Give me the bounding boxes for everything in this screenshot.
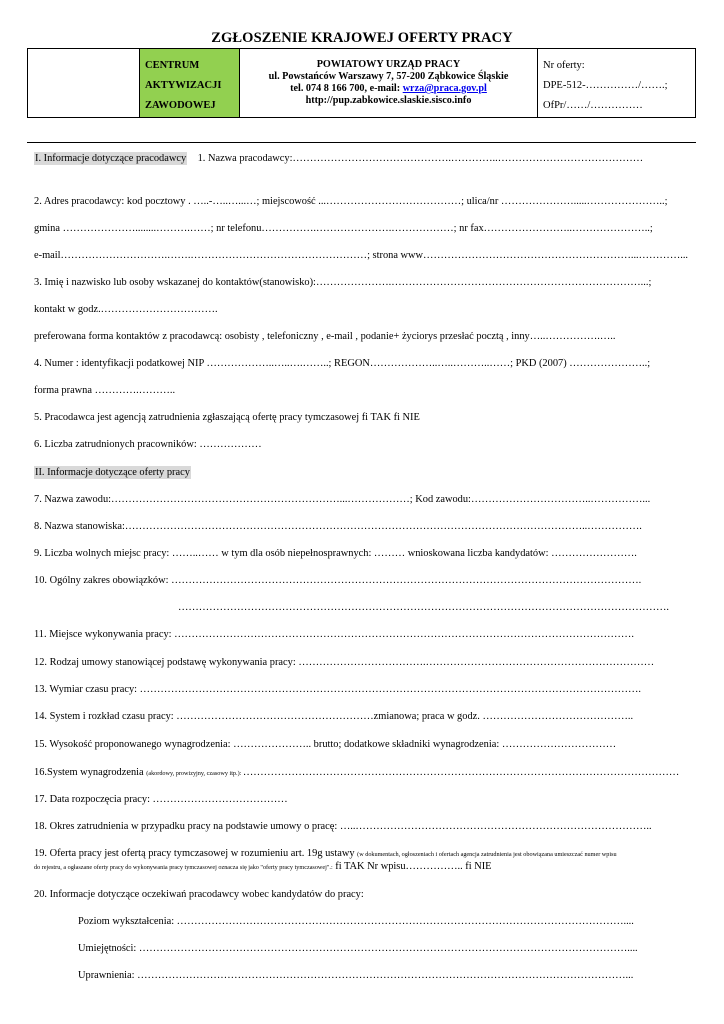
temp-agency-row[interactable]: 5. Pracodawca jest agencją zatrudnienia zgłaszającą ofertę pracy tymczasowej fi TAK fi NIE <box>34 412 420 423</box>
center-line: CENTRUM <box>145 60 200 71</box>
working-time-row[interactable]: 13. Wymiar czasu pracy: ………………………………………………………………………………………………………………………………. <box>34 684 641 695</box>
section-1-heading: I. Informacje dotyczące pracodawcy <box>35 153 187 164</box>
occupation-row[interactable]: 7. Nazwa zawodu:…………………………………………………………...………………; Kod zawodu:……………………………..……………... <box>34 494 651 505</box>
divider <box>27 142 696 143</box>
schedule-row[interactable]: 14. System i rozkład czasu pracy: …………………………………………………zmianowa; praca w godz. …………………………………….. <box>34 711 634 722</box>
employer-name-field[interactable]: 1. Nazwa pracodawcy:……………………………………….…………..…………………………………… <box>197 153 644 164</box>
office-contact: tel. 074 8 166 700, e-mail: wrza@praca.gov.pl <box>290 83 487 94</box>
employer-name-row <box>34 152 694 166</box>
section-2-row <box>34 466 694 480</box>
office-name: POWIATOWY URZĄD PRACY <box>316 59 461 70</box>
offer-line: OfPr/……/…………… <box>543 100 643 111</box>
section-2-heading: II. Informacje dotyczące oferty pracy <box>35 467 190 478</box>
page-title: ZGŁOSZENIE KRAJOWEJ OFERTY PRACY <box>211 30 513 46</box>
legal-form-row[interactable]: forma prawna ………….……….. <box>34 385 176 396</box>
email-www-row[interactable]: e-mail………………………….…….……………………………………………; strona www……………………………………………………...…………... <box>34 250 689 261</box>
contact-hours-row[interactable]: kontakt w godz.……………………………. <box>34 304 218 315</box>
skills-row[interactable]: Umiejętności: …………………………………………………………………………………………………………………………….... <box>78 943 638 954</box>
header-table <box>27 48 696 118</box>
center-name-cell <box>140 49 240 117</box>
contact-person-row[interactable]: 3. Imię i nazwisko lub osoby wskazanej do kontaktów(stanowisko):………………….………………………………………………………………...; <box>34 277 652 288</box>
temp-work-row[interactable]: 19. Oferta pracy jest ofertą pracy tymczasowej w rozumieniu art. 19g ustawy (w dokumentach, ogłoszeniach i ofertach agencja zatrudnienia jest obowiązana umieszczać numer wpisu <box>34 848 617 859</box>
employment-period-row[interactable]: 18. Okres zatrudnienia w przypadku pracy na podstawie umowy o pracę: …..………………………………………………………………………….. <box>34 821 652 832</box>
office-info-cell <box>240 49 538 117</box>
employees-count-row[interactable]: 6. Liczba zatrudnionych pracowników: ……………… <box>34 439 262 450</box>
email-link[interactable]: wrza@praca.gov.pl <box>402 83 487 94</box>
address-row[interactable]: 2. Adres pracodawcy: kod pocztowy . …..-…..…...…; miejscowość ...…………………………………; ulica/nr ………………….....…………………..; <box>34 196 668 207</box>
expectations-row: 20. Informacje dotyczące oczekiwań pracodawcy wobec kandydatów do pracy: <box>34 889 364 900</box>
education-row[interactable]: Poziom wykształcenia: ………………………………………………………………………………………………………………….... <box>78 916 634 927</box>
position-row[interactable]: 8. Nazwa stanowiska:……………………………………………………………………………………………………………………..……………. <box>34 521 642 532</box>
vacancies-row[interactable]: 9. Liczba wolnych miejsc pracy: ……..…… w tym dla osób niepełnosprawnych: ……… wnioskowana liczba kandydatów: ……………………. <box>34 548 637 559</box>
start-date-row[interactable]: 17. Data rozpoczęcia pracy: ………………………………… <box>34 794 288 805</box>
office-website: http://pup.zabkowice.slaskie.sisco.info <box>305 95 472 106</box>
pay-system-row[interactable]: 16.System wynagrodzenia (akordowy, prowizyjny, czasowy itp.): ……………………………………………………………………………………………………………… <box>34 767 680 778</box>
temp-work-row-2[interactable]: do rejestru, a ogłaszane oferty pracy do wykonywania pracy tymczasowej oznacza się jako "oferty pracy tymczasowej".: fi TAK Nr wpisu…………….. fi NIE <box>34 861 492 872</box>
duties-row[interactable]: 10. Ogólny zakres obowiązków: ………………………………………………………………………………………………………………………. <box>34 575 642 586</box>
center-line: AKTYWIZACJI <box>145 80 222 91</box>
gmina-phone-row[interactable]: gmina …………………........……….……; nr telefonu…………….………………….………………; nr fax……………………..…………………..; <box>34 223 653 234</box>
contact-form-row[interactable]: preferowana forma kontaktów z pracodawcą: osobisty , telefoniczny , e-mail , podanie+ życiorys przesłać pocztą , inny…..…………….….. <box>34 331 616 342</box>
offer-line: DPE-512-……………/…….; <box>543 80 668 91</box>
salary-row[interactable]: 15. Wysokość proponowanego wynagrodzenia: ………………….. brutto; dodatkowe składniki wynagrodzenia: …………………………… <box>34 739 617 750</box>
workplace-row[interactable]: 11. Miejsce wykonywania pracy: ……………………………………………………………………………………………………………………. <box>34 629 634 640</box>
offer-number-cell <box>538 49 695 117</box>
offer-line: Nr oferty: <box>543 60 585 71</box>
contract-type-row[interactable]: 12. Rodzaj umowy stanowiącej podstawę wykonywania pracy: ……………………………….………………………………………………………… <box>34 657 655 668</box>
office-address: ul. Powstańców Warszawy 7, 57-200 Ząbkowice Śląskie <box>268 71 509 82</box>
nip-regon-row[interactable]: 4. Numer : identyfikacji podatkowej NIP ………………..…..….……..; REGON………………..…..………..……; PKD (2007) …………………..; <box>34 358 651 369</box>
center-line: ZAWODOWEJ <box>145 100 216 111</box>
permissions-row[interactable]: Uprawnienia: ……………………………………………………………………………………………………………………………... <box>78 970 634 981</box>
logo-cell <box>28 49 140 117</box>
duties-row-2[interactable]: ……………………………………………………………………………………………………………………………. <box>178 602 669 613</box>
